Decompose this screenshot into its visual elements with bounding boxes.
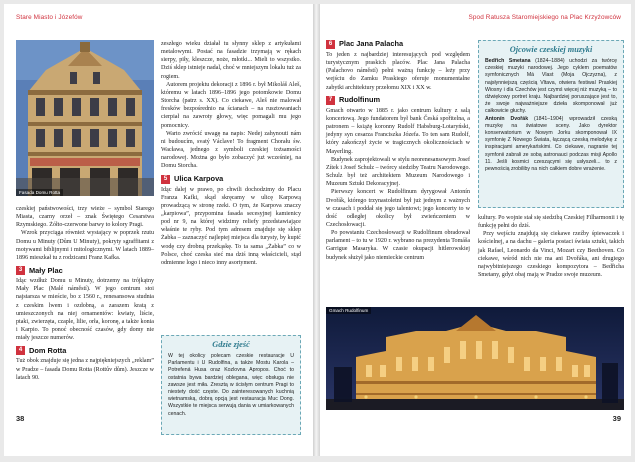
paragraph: Autorem projektu dekoracji z 1896 r. był Mikoláš Aleš, któremu w latach 1896–1896 jego potomkowie Domu Storcha (patrz s. XX). Co ciekawe, Aleš nie malował fresków bezpośrednio na ścianach – na rusztowaniach cierpiał na zawroty głowy, więc pomagali mu jego pomocnicy.: [161, 81, 301, 129]
paragraph: kultury. Po wojnie stał się siedzibą Czeskiej Filharmonii i tę funkcję pełni do dziś.: [478, 215, 624, 230]
section-title: Dom Rotta: [29, 345, 67, 355]
box-paragraph-smetana: [485, 58, 617, 116]
left-page: [4, 4, 313, 456]
box-text: [485, 58, 617, 173]
paragraph: Tuż obok znajduje się jedna z najpiękniejszych „reklam” w Pradze – fasada Domu Rotta (Rottův dům). Jeszcze w latach 90.: [16, 358, 154, 381]
section-number-badge: 3: [16, 266, 25, 275]
right-column-2: [478, 214, 624, 279]
right-running-head: Spod Ratusza Staromiejskiego na Plac Krzyżowców: [468, 14, 621, 21]
section-title: Rudolfinum: [339, 95, 381, 105]
paragraph: Po powstaniu Czechosłowacji w Rudolfinum obradował parlament – to tu w 1920 r. wybrano na prezydenta Tomáša Garrigue Masaryka. W czasie okupacji hitlerowskiej budynek służył jako niemieckie centrum: [326, 230, 470, 261]
left-column-1: [16, 205, 154, 382]
section-number-badge: 6: [326, 40, 335, 49]
rudolfinum-illustration: [326, 307, 624, 410]
dom-rotta-illustration: [16, 40, 154, 196]
section-title: Ulica Karpova: [174, 173, 224, 183]
paragraph: Przy wejściu znajdują się ciekawe rzeźby śpiewaczek i kościelnej, a na dachu – galeria postaci świata sztuki, takich jak Rafael, Leonardo da Vinci, Mozart czy Beethoven. Co ciekawe, wśród nich nie ma ani Dvořáka, ani drugiego najwybitniejszego czeskiego kompozytora – Bedřicha Smetany, gdyż obaj mają w Pradze swoje muzeum.: [478, 231, 624, 279]
paragraph: Pierwszy koncert w Rudolfinum dyrygował Antonín Dvořák, którego trzynastoletni był już jednym z ważnych w czasach i poddał się jego talentowi; jego koncerty to w dość odległej okolicy był zwieńczeniem w Czechosłowacji.: [326, 189, 470, 228]
left-page-number: 38: [16, 414, 25, 423]
section-number-badge: 5: [161, 175, 170, 184]
dom-rotta-caption: Fasada Domu Rotta: [16, 189, 63, 196]
paragraph: czeskiej państwowości, trzy wieże – symbol Starego Miasta, czarny orzeł – znak Świętego Cesarstwa Rzymskiego. Żółto-czerwone barwy to kolory Pragi.: [16, 206, 154, 229]
box-title: Gdzie zjeść: [212, 340, 250, 349]
composer-bio: (1824–1884) uchodzi za twórcę czeskiej muzyki narodowej. Jego cyklem poematów symfonicznych Má Vlast (Moja Ojczyzna), z najsłynniejszą częścią Vltava, otwiera festiwal Praskiej Wiosny i dla Czechów jest czymś więcej niż muzyką – to dźwiękowy portret kraju. Najbardziej poruszające jest to, że swoje najważniejsze dzieła skomponował już całkowicie głuchy.: [485, 58, 617, 115]
where-to-eat-box: [161, 335, 301, 435]
fathers-of-czech-music-box: [478, 40, 624, 208]
paragraph: Budynek zaprojektowali w stylu neorenesansowym Josef Zítek i Josef Schulz – twórcy siedziby Teatru Narodowego. Schulz był też architektem Muzeum Narodowego i Muzeum Sztuki Dekoracyjnej.: [326, 156, 470, 188]
paragraph: zeszłego wieku działał tu słynny sklep z artykułami metalowymi. Postać na fasadzie trzymają w rękach sierpy, piły, kleszcze, noże, młotki... Mieli to wszystko. Dziś sklep istnieje nadal, choć w mniejszym lokalu tuż za rogiem.: [161, 41, 301, 80]
rudolfinum-photo: [326, 307, 624, 410]
paragraph: Idąc dalej w prawo, po chwili dochodzimy do Placu Franza Kafki, skąd skręcamy w ulicę Karpową prowadzącą w stronę rzeki. O tym, że Karpova znaczy „karpiowa”, przypomina fasada secesyjnej kamienicy pod nr 9, na której widzimy reliefy przedstawiające właśnie te ryby. Pod tym adresem znajduje się sklep Żabka – zaznaczyć najlepiej miejsca dla turysty, by kupić wodę czy drobną przekąskę. To ta sama „Żabka” co w Polsce, choć czeska sieć ma dziś inną właścicieli, stąd odmienne logo i nieco inny asortyment.: [161, 186, 301, 266]
box-title: Ojcowie czeskiej muzyki: [509, 45, 593, 54]
composer-name: Antonín Dvořák: [485, 115, 529, 122]
right-page-number: 39: [612, 414, 621, 423]
section-title: Plac Jana Palacha: [339, 39, 404, 49]
section-heading-plac-jana-palacha: [326, 40, 470, 49]
section-title: Mały Plac: [29, 265, 63, 275]
left-column-2: [161, 40, 301, 267]
section-heading-maly-plac: [16, 266, 154, 275]
paragraph: Gmach otwarto w 1885 r. jako centrum kultury z salą koncertową. Jego fundatorem był bank Česká spořitelna, a patronem – książę koronny Rudolf Habsburg-Lotaryński, jedyny syn cesarza Franciszka Józefa. To ten sam Rudolf, który zakończył życie w tragicznych okolicznościach w Mayerling.: [326, 107, 470, 155]
right-column-1: [326, 40, 470, 262]
composer-name: Bedřich Smetana: [485, 58, 531, 64]
section-heading-rudolfinum: [326, 96, 470, 105]
composer-bio: (1841–1904) wprowadził czeską muzykę na światowe sceny. Jako dyrektor konserwatorium w Nowym Jorku skomponował IX symfonię Z Nowego Świata, łączącą czeską melodykę z inspiracjami amerykańskimi. Co ciekawe, nagranie tej symfonii zabrali ze sobą astronauci podczas misji Apollo 11. Jeśli kosmici czeszącymi się usłyszeli... to z pewnością zrobiliby na nich całkiem dobre wrażenie.: [485, 115, 617, 173]
rudolfinum-caption: Gmach Rudolfinum: [326, 307, 371, 314]
section-number-badge: 4: [16, 346, 25, 355]
box-paragraph-dvorak: [485, 116, 617, 174]
dom-rotta-photo: [16, 40, 154, 196]
box-text: W tej okolicy polecam czeskie restauracje U Parlamentu i U Rudolfina, a także Mostu Karola – Potrefená Husa oraz Kozlovna Apropos. Choć to ostatnia bywa bardziej oblegana, więc obsługa nie zawsze jest miła. Zresztą w ścisłym centrum Pragi to niestety dość częste. Do zainteresowanych kuchnią wietnamską, dobrą opcją jest restauracja Muc Dong. Wszystkie te miejsca serwują dania w umiarkowanych cenach.: [168, 353, 294, 417]
left-running-head: Stare Miasto i Józefów: [16, 14, 83, 21]
right-page: [320, 4, 631, 456]
book-spine: [313, 4, 320, 456]
section-heading-ulica-karpova: [161, 175, 301, 184]
section-number-badge: 7: [326, 96, 335, 105]
paragraph: Warto zwrócić uwagę na napis: Nedej zahynouti nám ni budoucím, svatý Václave! To fragment Chorału św. Wacława, jednego z symboli czeskiej tożsamości narodowej. Można go było zobaczyć już wcześniej, na Domu Storcha.: [161, 130, 301, 170]
paragraph: Idąc wzdłuż Domu u Minuty, dotrzemy na trójkątny Mały Plac (Malé náměstí). W jego centrum stoi najstarsza w mieście, bo z 1560 r., renesansowa studnia z czeskim lwem i ozdobną, a zarazem kratą z umieszczonych na niej ornamentów: kwiaty, liście, ptaki, zwierzęta, czaple, lilie, orła, koronę, a także konia i Karpio. To ponoć obecność czasów, gdy domy nie miały jeszcze numerów.: [16, 278, 154, 342]
paragraph: Wzrok przyciąga również wystający w poprzek rzutu Domu u Minuty (Dům U Minuty), pokryty sgraffitami z motywami biblijnymi i mitologicznymi. W latach 1889–1896 mieszkał tu z rodzicami Franz Kafka.: [16, 230, 154, 261]
section-heading-dom-rotta: [16, 346, 154, 355]
paragraph: To jeden z najbardziej interesujących pod względem turystycznym praskich placów. Plac Jana Palacha (Palachovo náměstí) pełni ważną funkcję – leży przy wejściu do Zamku Praskiego oferuje monumentalne zabytki architektury przełomu XIX i XX w.: [326, 52, 470, 91]
